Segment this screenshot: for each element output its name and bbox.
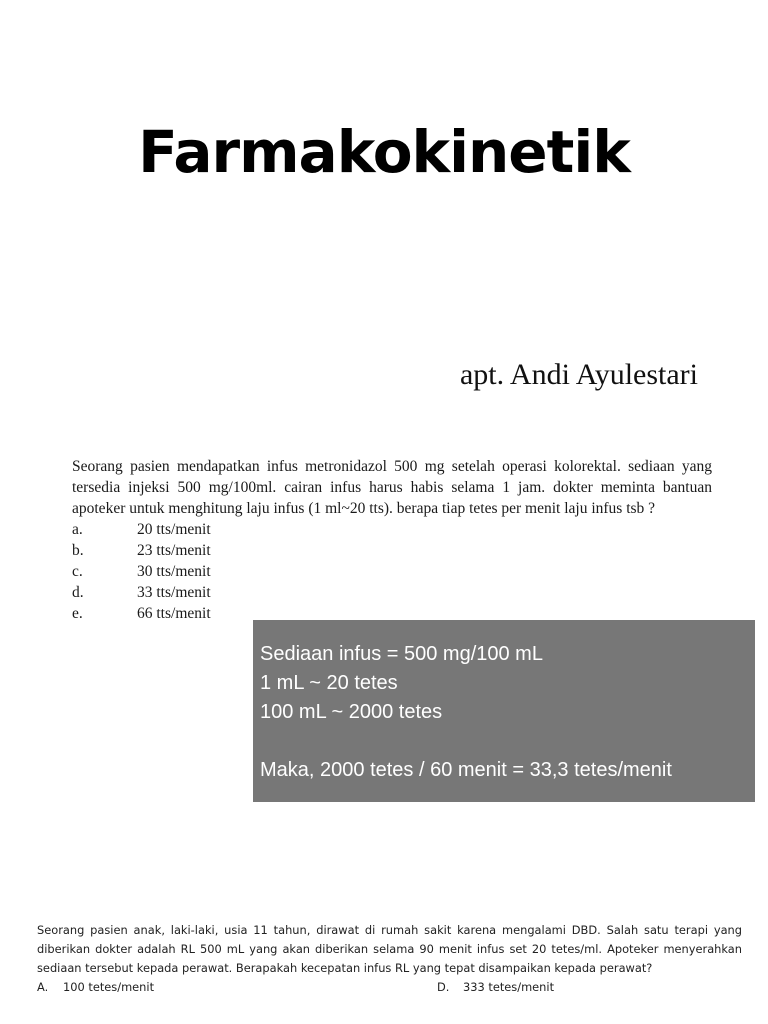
slide-title: Farmakokinetik	[138, 118, 630, 186]
option-key: d.	[72, 584, 84, 601]
option-key: b.	[72, 542, 84, 559]
answer-line-4: Maka, 2000 tetes / 60 menit = 33,3 tetes/menit	[260, 759, 672, 781]
option-A	[37, 978, 437, 997]
option-value: 100 tetes/menit	[63, 980, 155, 994]
question-2-text: Seorang pasien anak, laki-laki, usia 11 tahun, dirawat di rumah sakit karena mengalami DBD. Salah satu terapi yang diberikan dokter adalah RL 500 mL yang akan diberikan selama 90 menit infus set 20 tetes/ml. Apoteker menyerahkan sediaan tersebut kepada perawat. Berapakah kecepatan infus RL yang tepat disampaikan kepada perawat?	[37, 923, 742, 975]
question-1-text: Seorang pasien mendapatkan infus metronidazol 500 mg setelah operasi kolorektal. sediaan yang tersedia injeksi 500 mg/100ml. cairan infus harus habis selama 1 jam. dokter meminta bantuan apoteker untuk menghitung laju infus (1 ml~20 tts). berapa tiap tetes per menit laju infus tsb ?	[72, 458, 712, 517]
option-b	[72, 540, 712, 561]
option-key: A.	[37, 980, 49, 994]
option-value: 30 tts/menit	[137, 563, 211, 580]
option-value: 23 tts/menit	[137, 542, 211, 559]
option-D	[437, 978, 742, 997]
answer-line-1: Sediaan infus = 500 mg/100 mL	[260, 643, 543, 665]
question-2-options	[37, 978, 742, 997]
option-key: a.	[72, 521, 83, 538]
question-1-options	[72, 519, 712, 624]
answer-line-3: 100 mL ~ 2000 tetes	[260, 701, 443, 723]
option-d	[72, 582, 712, 603]
option-value: 33 tts/menit	[137, 584, 211, 601]
question-1	[72, 456, 712, 624]
option-value: 20 tts/menit	[137, 521, 211, 538]
option-c	[72, 561, 712, 582]
answer-line-2: 1 mL ~ 20 tetes	[260, 672, 398, 694]
option-key: D.	[437, 980, 450, 994]
option-value: 333 tetes/menit	[463, 980, 555, 994]
question-2	[37, 921, 742, 997]
answer-spacer	[260, 727, 755, 756]
option-key: c.	[72, 563, 83, 580]
answer-box	[253, 620, 755, 802]
author-name: apt. Andi Ayulestari	[459, 358, 698, 391]
option-value: 66 tts/menit	[137, 605, 211, 622]
option-key: e.	[72, 605, 83, 622]
option-a	[72, 519, 712, 540]
